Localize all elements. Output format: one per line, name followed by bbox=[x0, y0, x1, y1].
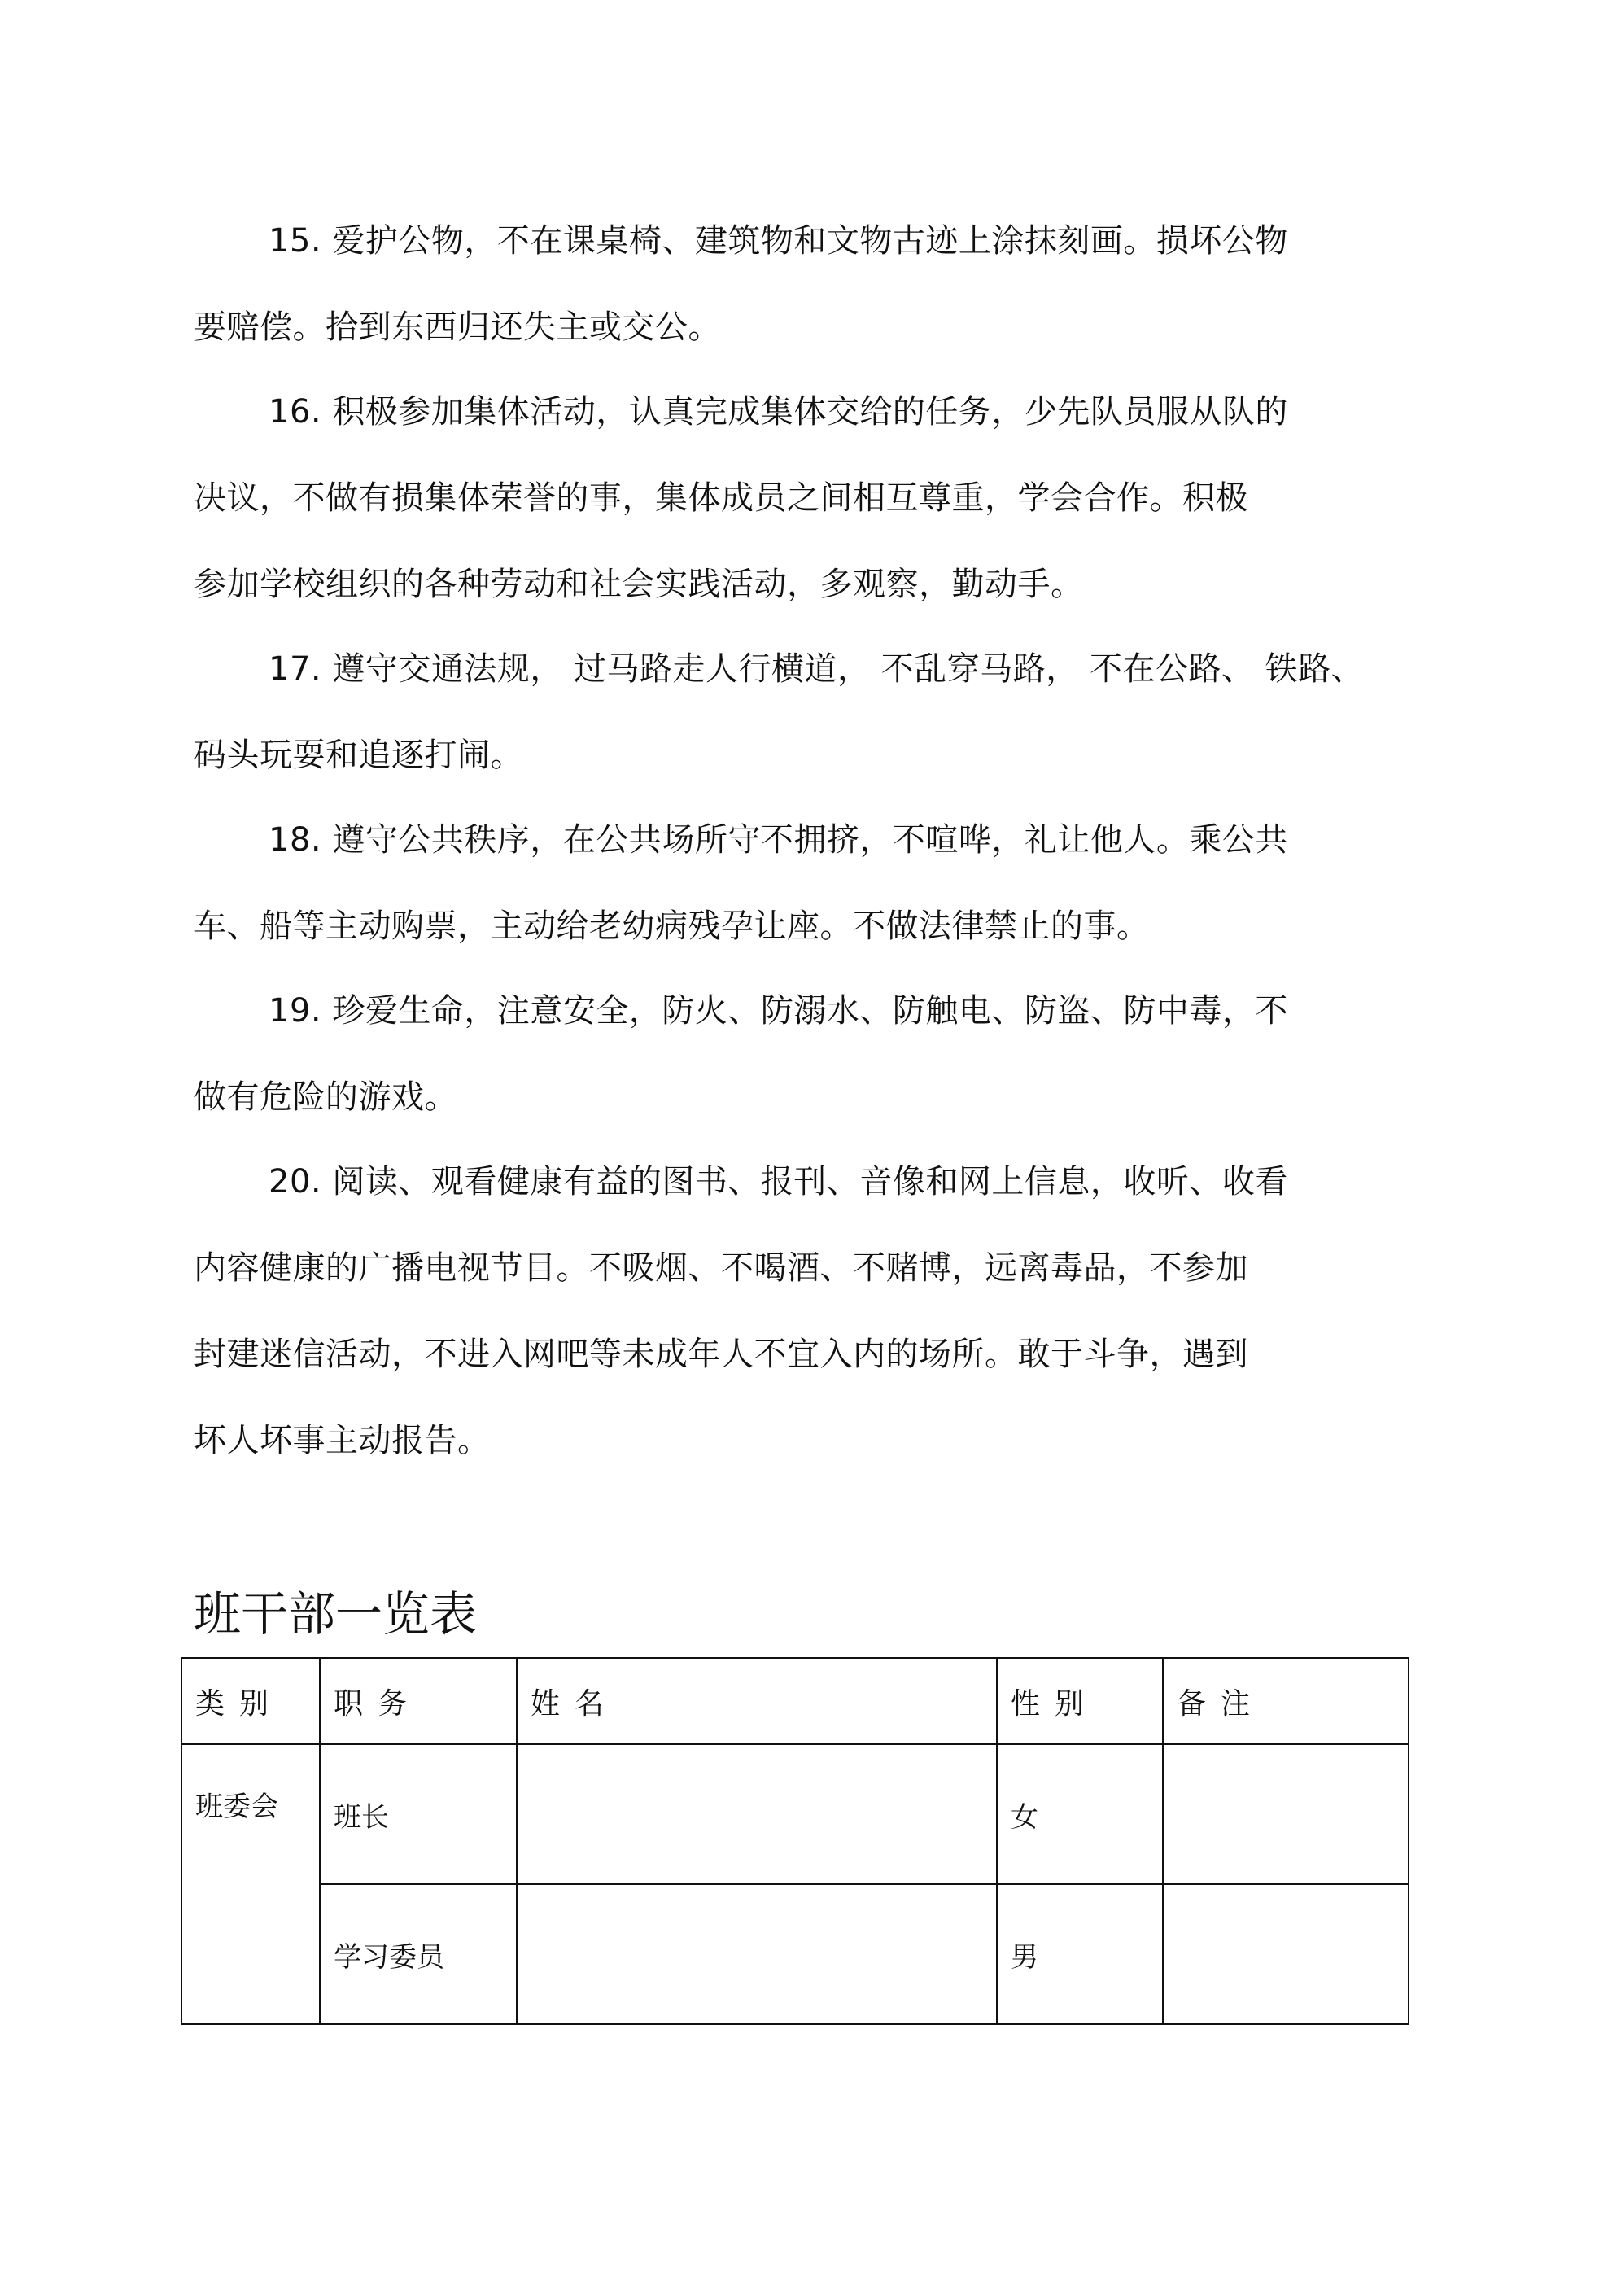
name-cell bbox=[517, 1884, 997, 2024]
gender-cell: 男 bbox=[997, 1884, 1163, 2024]
rule-20-line-1: 20. 阅读、观看健康有益的图书、报刊、音像和网上信息，收听、收看 bbox=[269, 1163, 1288, 1200]
table-title: 班干部一览表 bbox=[194, 1586, 478, 1642]
header-position: 职务 bbox=[320, 1658, 517, 1744]
rule-15-line-1: 15. 爱护公物，不在课桌椅、建筑物和文物古迹上涂抹刻画。损坏公物 bbox=[269, 222, 1288, 260]
header-category: 类别 bbox=[181, 1658, 320, 1744]
category-cell: 班委会 bbox=[181, 1744, 320, 2024]
class-cadre-table bbox=[181, 1657, 1409, 2025]
rule-16-line-3: 参加学校组织的各种劳动和社会实践活动，多观察，勤动手。 bbox=[194, 566, 1084, 603]
rule-18-line-1: 18. 遵守公共秩序，在公共场所守不拥挤，不喧哗，礼让他人。乘公共 bbox=[269, 821, 1288, 859]
rule-15-line-2: 要赔偿。拾到东西归还失主或交公。 bbox=[194, 308, 721, 346]
rule-19-line-2: 做有危险的游戏。 bbox=[194, 1078, 457, 1116]
rule-16-line-2: 决议，不做有损集体荣誉的事，集体成员之间相互尊重，学会合作。积极 bbox=[194, 479, 1248, 517]
position-cell: 班长 bbox=[320, 1744, 517, 1884]
header-name: 姓名 bbox=[517, 1658, 997, 1744]
rule-20-line-3: 封建迷信活动，不进入网吧等未成年人不宜入内的场所。敢于斗争，遇到 bbox=[194, 1336, 1248, 1373]
rule-17-line-2: 码头玩耍和追逐打闹。 bbox=[194, 737, 523, 774]
name-cell bbox=[517, 1744, 997, 1884]
position-cell: 学习委员 bbox=[320, 1884, 517, 2024]
note-cell bbox=[1163, 1744, 1409, 1884]
rule-20-line-4: 坏人坏事主动报告。 bbox=[194, 1422, 491, 1459]
rule-17-line-1: 17. 遵守交通法规， 过马路走人行横道， 不乱穿马路， 不在公路、 铁路、 bbox=[269, 650, 1365, 688]
note-cell bbox=[1163, 1884, 1409, 2024]
table-row bbox=[181, 1744, 1409, 1884]
table-header-row bbox=[181, 1658, 1409, 1744]
rule-16-line-1: 16. 积极参加集体活动，认真完成集体交给的任务，少先队员服从队的 bbox=[269, 393, 1288, 431]
table-row bbox=[181, 1884, 1409, 2024]
gender-cell: 女 bbox=[997, 1744, 1163, 1884]
rule-19-line-1: 19. 珍爱生命，注意安全，防火、防溺水、防触电、防盗、防中毒，不 bbox=[269, 992, 1288, 1030]
header-gender: 性别 bbox=[997, 1658, 1163, 1744]
rule-18-line-2: 车、船等主动购票，主动给老幼病残孕让座。不做法律禁止的事。 bbox=[194, 907, 1150, 945]
rule-20-line-2: 内容健康的广播电视节目。不吸烟、不喝酒、不赌博，远离毒品，不参加 bbox=[194, 1249, 1248, 1287]
header-note: 备注 bbox=[1163, 1658, 1409, 1744]
